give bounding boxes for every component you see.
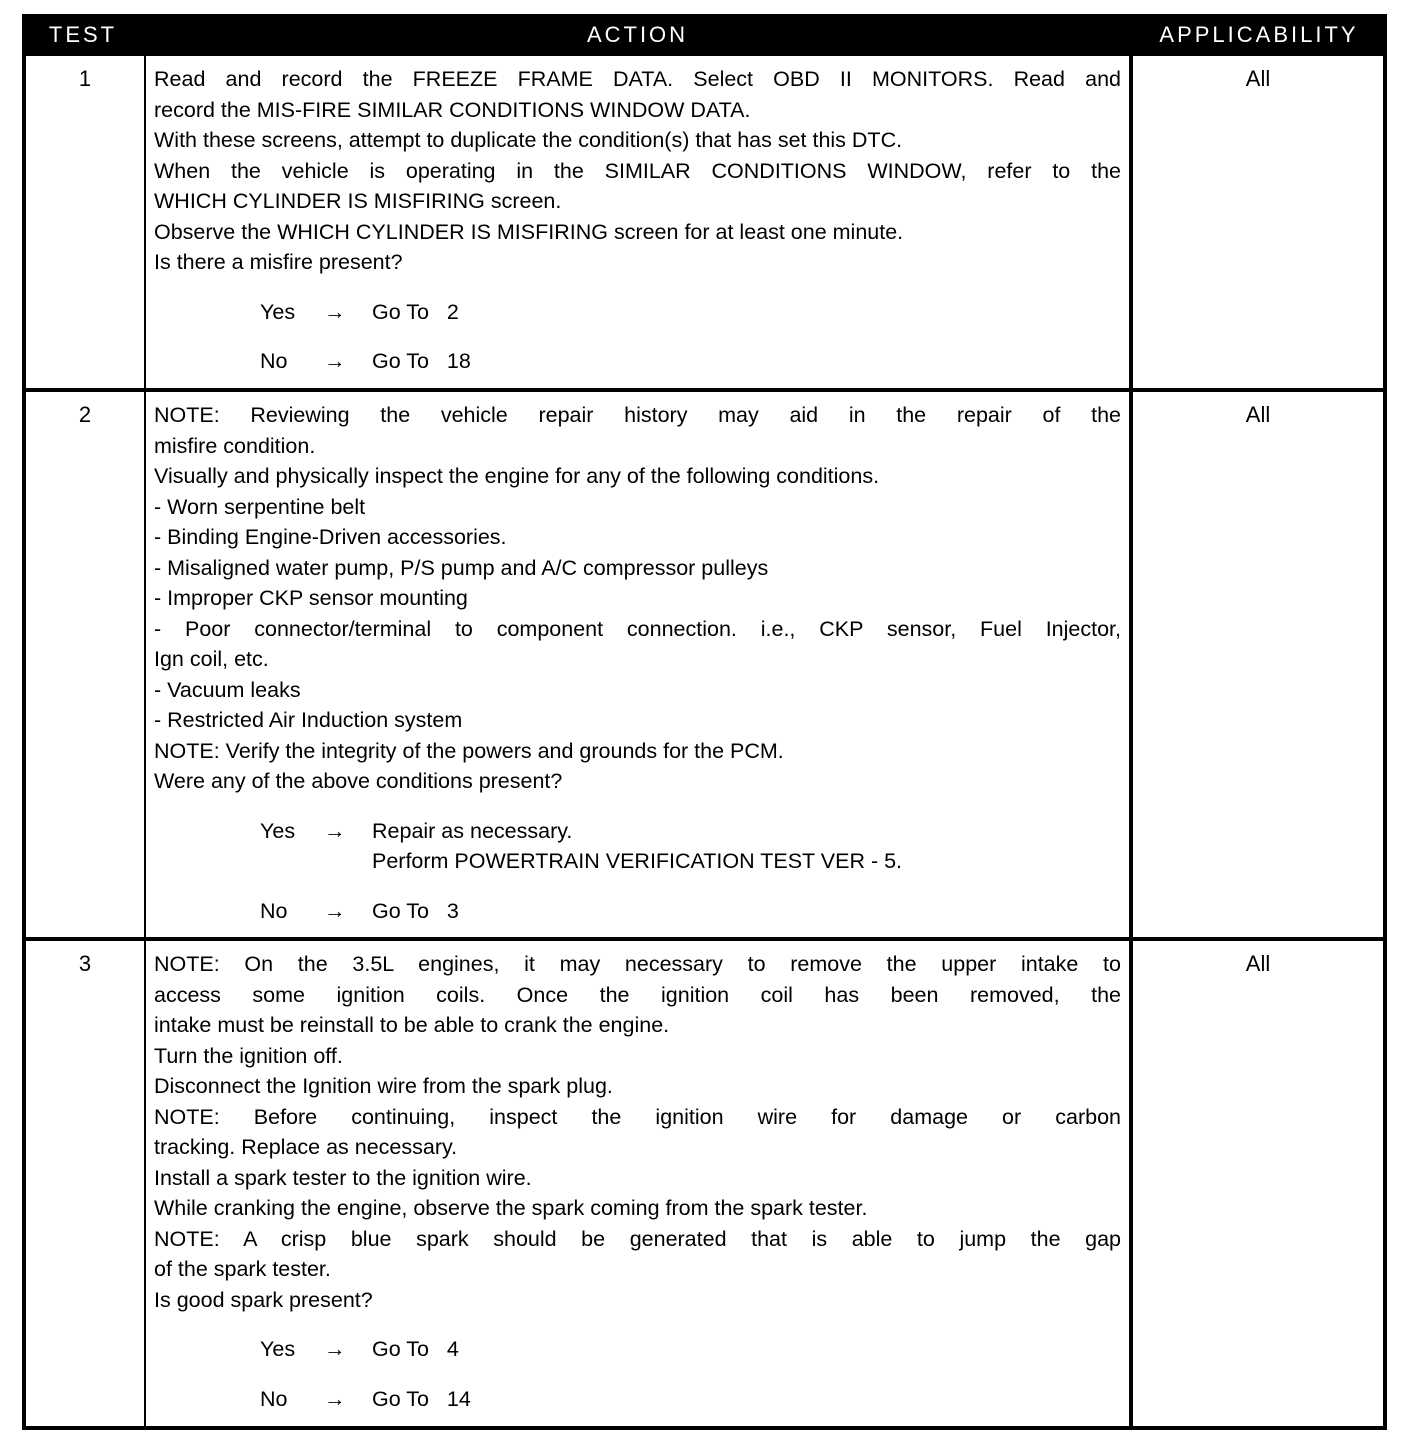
yes-option	[154, 297, 1121, 328]
action-line: NOTE: Before continuing, inspect the ignition wire for damage or carbon	[154, 1104, 1121, 1129]
no-result: Go To 3	[372, 898, 459, 923]
row-3-action	[146, 941, 1129, 1426]
row-2-action	[146, 392, 1129, 937]
yes-result: Go To 2	[372, 299, 459, 324]
action-line: record the MIS-FIRE SIMILAR CONDITIONS WINDOW DATA.	[154, 97, 751, 122]
action-line: Ign coil, etc.	[154, 647, 269, 671]
arrow-right-icon: →	[324, 349, 346, 373]
header-action: ACTION	[586, 22, 689, 47]
no-label: No	[260, 349, 288, 373]
row-3-applicability: All	[1133, 941, 1383, 1426]
no-result: Go To 18	[372, 349, 471, 373]
arrow-right-icon: →	[324, 1337, 346, 1361]
diagnostic-table	[22, 14, 1387, 1430]
action-line: Is there a misfire present?	[154, 250, 403, 274]
no-option	[154, 346, 1121, 377]
action-line: - Improper CKP sensor mounting	[154, 586, 468, 610]
action-line: - Worn serpentine belt	[154, 494, 366, 519]
yes-result: Repair as necessary.	[372, 818, 573, 843]
yes-option-continued	[154, 846, 1121, 877]
header-test: TEST	[48, 22, 118, 47]
action-line: NOTE: A crisp blue spark should be generated that is able to jump the gap	[154, 1226, 1121, 1251]
no-option	[154, 896, 1121, 927]
arrow-right-icon: →	[324, 818, 346, 843]
action-line: Read and record the FREEZE FRAME DATA. Select OBD II MONITORS. Read and	[154, 67, 1121, 91]
action-line: tracking. Replace as necessary.	[154, 1135, 458, 1159]
yes-result-line-2: Perform POWERTRAIN VERIFICATION TEST VER - 5.	[372, 849, 903, 873]
action-line: While cranking the engine, observe the spark coming from the spark tester.	[154, 1196, 868, 1220]
action-line: - Poor connector/terminal to component connection. i.e., CKP sensor, Fuel Injector,	[154, 616, 1121, 641]
action-line: WHICH CYLINDER IS MISFIRING screen.	[154, 189, 562, 213]
action-line: intake must be reinstall to be able to crank the engine.	[154, 1013, 670, 1037]
yes-label: Yes	[260, 818, 296, 843]
row-1-test: 1	[26, 56, 144, 388]
action-line: When the vehicle is operating in the SIMILAR CONDITIONS WINDOW, refer to the	[154, 158, 1121, 183]
action-line: misfire condition.	[154, 433, 316, 458]
no-option	[154, 1384, 1121, 1415]
action-line: NOTE: Verify the integrity of the powers and grounds for the PCM.	[154, 738, 784, 763]
action-line: NOTE: Reviewing the vehicle repair history may aid in the repair of the	[154, 403, 1121, 427]
yes-label: Yes	[260, 299, 296, 324]
yes-label: Yes	[260, 1337, 296, 1361]
row-1-action	[146, 56, 1129, 388]
row-2-test: 2	[26, 392, 144, 937]
arrow-right-icon: →	[324, 898, 346, 923]
action-line: Observe the WHICH CYLINDER IS MISFIRING screen for at least one minute.	[154, 219, 904, 244]
row-3-test: 3	[26, 941, 144, 1426]
action-line: Visually and physically inspect the engine for any of the following conditions.	[154, 464, 880, 488]
action-line: - Misaligned water pump, P/S pump and A/C compressor pulleys	[154, 555, 769, 580]
row-2-applicability: All	[1133, 392, 1383, 937]
action-line: - Restricted Air Induction system	[154, 708, 463, 732]
action-line: Is good spark present?	[154, 1287, 373, 1312]
action-line: Turn the ignition off.	[154, 1043, 343, 1068]
action-line: Disconnect the Ignition wire from the spark plug.	[154, 1074, 613, 1098]
action-line: NOTE: On the 3.5L engines, it may necessary to remove the upper intake to	[154, 952, 1121, 976]
table-header	[22, 14, 1387, 54]
header-applicability: APPLICABILITY	[1159, 22, 1359, 47]
action-line: - Vacuum leaks	[154, 677, 301, 702]
yes-result: Go To 4	[372, 1337, 459, 1361]
action-line: With these screens, attempt to duplicate the condition(s) that has set this DTC.	[154, 128, 903, 152]
action-line: - Binding Engine-Driven accessories.	[154, 525, 507, 549]
arrow-right-icon: →	[324, 1386, 346, 1411]
yes-option	[154, 1334, 1121, 1365]
action-line: Install a spark tester to the ignition wire.	[154, 1165, 532, 1190]
no-result: Go To 14	[372, 1386, 471, 1411]
action-line: access some ignition coils. Once the ignition coil has been removed, the	[154, 982, 1121, 1007]
no-label: No	[260, 1386, 288, 1411]
action-line: Were any of the above conditions present?	[154, 769, 563, 793]
yes-option	[154, 816, 1121, 847]
arrow-right-icon: →	[324, 299, 346, 324]
action-line: of the spark tester.	[154, 1257, 331, 1281]
row-1-applicability: All	[1133, 56, 1383, 388]
no-label: No	[260, 898, 288, 923]
